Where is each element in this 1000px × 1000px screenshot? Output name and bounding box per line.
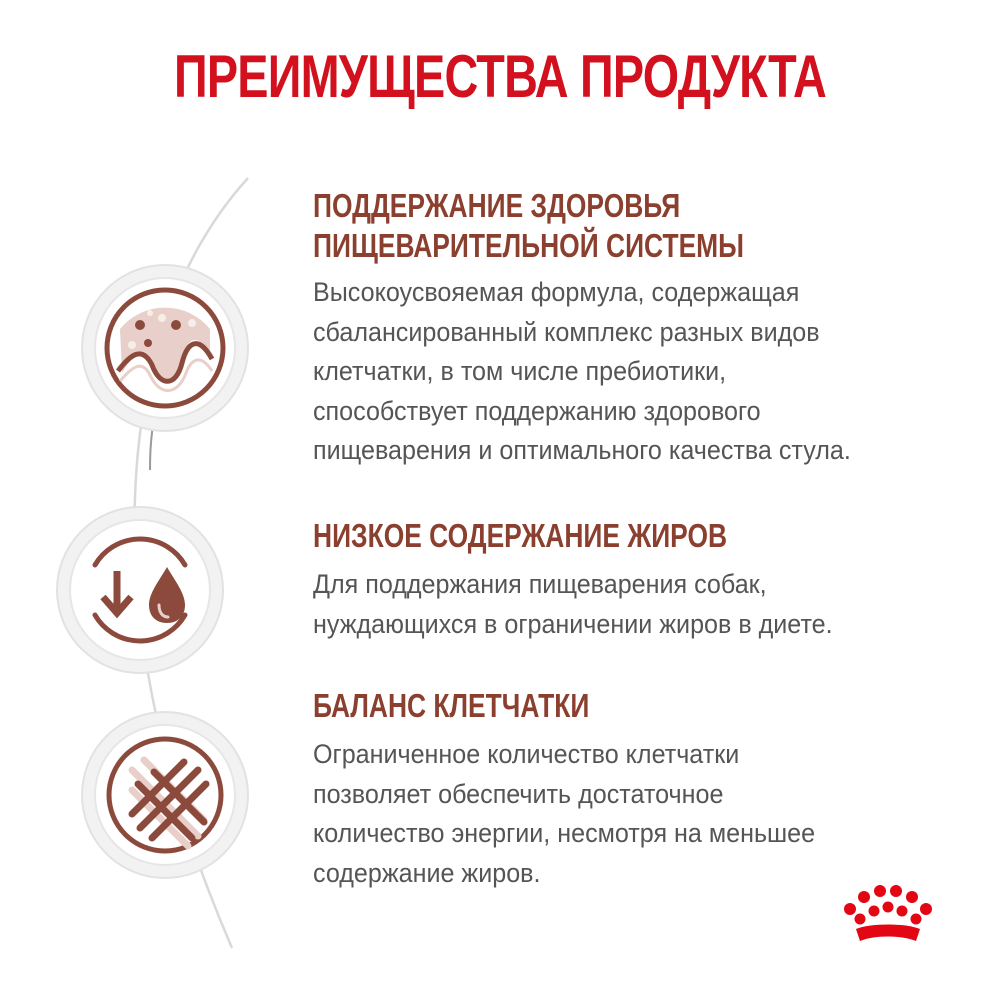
benefit-heading-line: ПИЩЕВАРИТЕЛЬНОЙ СИСТЕМЫ bbox=[313, 227, 745, 264]
benefit-fiber-balance bbox=[313, 685, 983, 893]
benefit-digestive-health bbox=[313, 185, 983, 471]
benefit-description-line: количество энергии, несмотря на меньшее bbox=[313, 818, 816, 848]
crown-logo-icon bbox=[836, 885, 938, 947]
benefit-heading-line: БАЛАНС КЛЕТЧАТКИ bbox=[313, 687, 590, 724]
digestive-tract-icon bbox=[80, 263, 250, 433]
benefit-description-line: способствует поддержанию здорового bbox=[313, 395, 761, 426]
fiber-mesh-icon bbox=[80, 710, 250, 880]
benefit-description-line: пищеварения и оптимального качества стула. bbox=[313, 435, 851, 465]
benefit-description-line: содержание жиров. bbox=[313, 857, 541, 888]
benefit-description-line: нуждающихся в ограничении жиров в диете. bbox=[313, 608, 833, 639]
low-fat-drop-icon bbox=[55, 505, 225, 675]
benefit-low-fat bbox=[313, 515, 983, 644]
page-title: ПРЕИМУЩЕСТВА ПРОДУКТА bbox=[173, 43, 827, 110]
benefit-description-line: Высокоусвояемая формула, содержащая bbox=[313, 277, 800, 307]
benefit-description-line: Ограниченное количество клетчатки bbox=[313, 739, 740, 769]
benefit-description-line: клетчатки, в том числе пребиотики, bbox=[313, 356, 727, 386]
benefit-description-line: Для поддержания пищеварения собак, bbox=[313, 569, 767, 599]
benefit-heading-line: ПОДДЕРЖАНИЕ ЗДОРОВЬЯ bbox=[313, 187, 681, 224]
benefit-heading-line: НИЗКОЕ СОДЕРЖАНИЕ ЖИРОВ bbox=[313, 517, 728, 554]
benefit-description-line: позволяет обеспечить достаточное bbox=[313, 778, 724, 809]
benefit-description-line: сбалансированный комплекс разных видов bbox=[313, 316, 820, 347]
